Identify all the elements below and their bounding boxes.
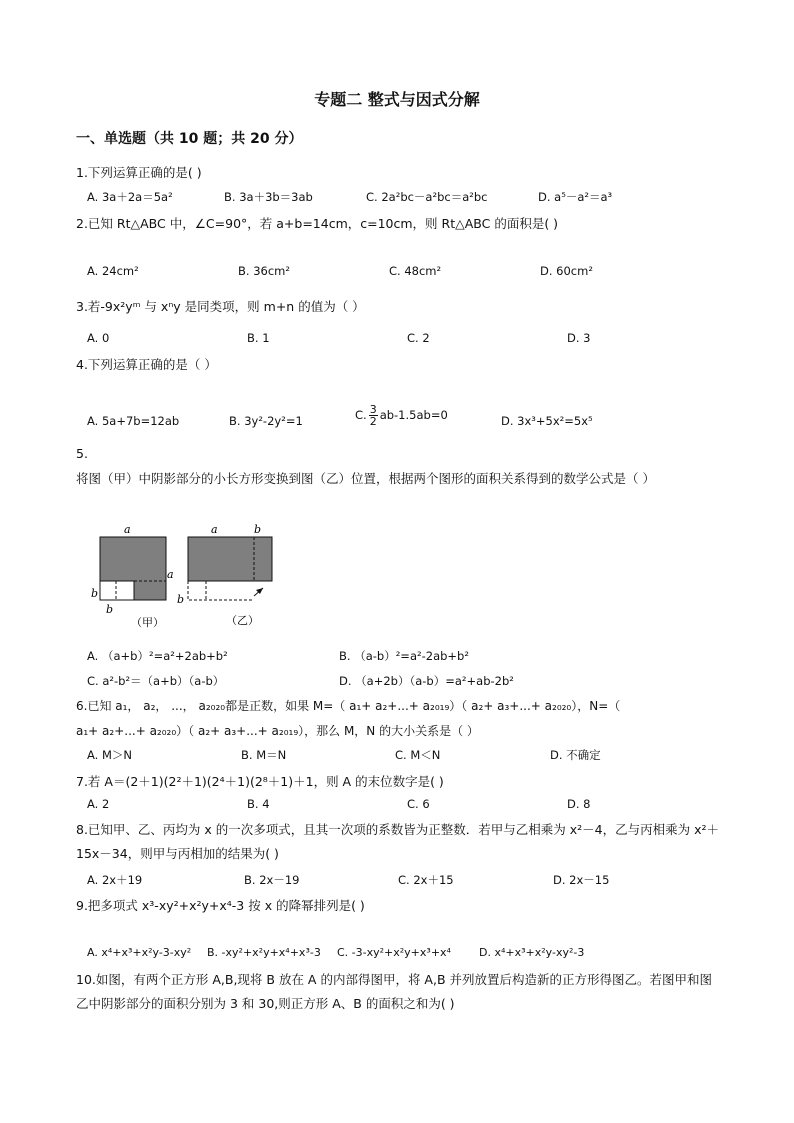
option-c[interactable]: C. a²-b²＝（a+b）（a-b）: [87, 674, 225, 688]
option-c[interactable]: C. 2: [407, 331, 430, 345]
option-c[interactable]: C. 2a²bc－a²bc＝a²bc: [366, 190, 488, 204]
option-d[interactable]: D. 2x－15: [553, 873, 610, 887]
label-b: b: [106, 603, 114, 616]
question-6-stem-line1: 6.已知 a₁， a₂， ...， a₂₀₂₀都是正数，如果 M=（ a₁+ a₂+...+ a₂₀₁₉）（ a₂+ a₃+...+ a₂₀₂₀），N=（: [76, 699, 621, 713]
option-c[interactable]: C. 2x＋15: [398, 873, 454, 887]
option-c-rest: ab-1.5ab=0: [379, 408, 448, 422]
label-a: a: [211, 523, 218, 536]
option-d[interactable]: D. 8: [567, 797, 591, 811]
fraction-denominator: 2: [369, 415, 377, 428]
caption-yi: （乙）: [226, 614, 259, 627]
option-a[interactable]: A. 24cm²: [87, 264, 139, 278]
option-b[interactable]: B. （a-b）²=a²-2ab+b²: [339, 649, 469, 663]
option-c[interactable]: [355, 404, 448, 427]
option-b[interactable]: B. 1: [247, 331, 270, 345]
figure-yi-shaded: [188, 537, 272, 581]
option-a[interactable]: A. （a+b）²=a²+2ab+b²: [87, 649, 228, 663]
option-c-prefix: C.: [355, 408, 367, 422]
option-a[interactable]: A. x⁴+x³+x²y-3-xy²: [87, 946, 192, 959]
option-d[interactable]: D. 3: [567, 331, 591, 345]
option-a[interactable]: A. 0: [87, 331, 110, 345]
question-8-stem: 8.已知甲、乙、丙均为 x 的一次多项式，且其一次项的系数皆为正整数．若甲与乙相乘为 x²－4，乙与丙相乘为 x²＋15x－34，则甲与丙相加的结果为( ): [76, 822, 719, 861]
fraction-numerator: 3: [369, 403, 377, 416]
option-b[interactable]: B. -xy²+x²y+x⁴+x³-3: [207, 946, 321, 959]
label-b: b: [254, 523, 262, 536]
question-9-stem: 9.把多项式 x³-xy²+x²y+x⁴-3 按 x 的降幂排列是( ): [76, 898, 365, 913]
question-1-stem: 1.下列运算正确的是( ): [76, 165, 202, 180]
option-d[interactable]: D. 60cm²: [540, 264, 593, 278]
option-b[interactable]: B. 3y²-2y²=1: [229, 414, 303, 428]
label-a: a: [167, 568, 174, 581]
page-title: 专题二 整式与因式分解: [314, 90, 480, 109]
question-7-stem: 7.若 A＝(2＋1)(2²＋1)(2⁴＋1)(2⁸＋1)＋1，则 A 的末位数字是( ): [76, 774, 444, 789]
section-heading: 一、单选题（共 10 题；共 20 分）: [76, 131, 303, 147]
option-c[interactable]: C. 6: [407, 797, 430, 811]
option-b[interactable]: B. 4: [247, 797, 270, 811]
option-a[interactable]: A. 2: [87, 797, 110, 811]
figure-jia-outline: [100, 581, 134, 600]
option-b[interactable]: B. 2x－19: [244, 873, 300, 887]
option-d[interactable]: D. x⁴+x³+x²y-xy²-3: [479, 946, 585, 959]
question-5-number: 5.: [76, 446, 88, 461]
option-c[interactable]: C. M＜N: [395, 748, 441, 762]
option-a[interactable]: A. M＞N: [87, 748, 133, 762]
label-b: b: [177, 593, 185, 606]
question-6-stem-line2: a₁+ a₂+...+ a₂₀₂₀）（ a₂+ a₃+...+ a₂₀₁₉），那么 M，N 的大小关系是（ ）: [76, 724, 479, 738]
question-10-stem: 10.如图，有两个正方形 A,B,现将 B 放在 A 的内部得图甲，将 A,B 并列放置后构造新的正方形得图乙。若图甲和图乙中阴影部分的面积分别为 3 和 30,则正方形 A、B 的面积之和为( ): [76, 972, 712, 1011]
option-b[interactable]: B. M＝N: [241, 748, 287, 762]
option-d[interactable]: D. （a+2b）（a-b）=a²+ab-2b²: [339, 674, 514, 688]
option-c[interactable]: C. 48cm²: [389, 264, 442, 278]
option-d[interactable]: D. a⁵－a²＝a³: [538, 190, 613, 204]
option-b[interactable]: B. 3a＋3b＝3ab: [224, 190, 313, 204]
option-a[interactable]: A. 2x＋19: [87, 873, 143, 887]
option-a[interactable]: A. 5a+7b=12ab: [87, 414, 180, 428]
option-d[interactable]: D. 3x³+5x²=5x⁵: [501, 414, 593, 428]
option-a[interactable]: A. 3a＋2a＝5a²: [87, 190, 173, 204]
square-transform-figure: [86, 520, 286, 632]
question-3-stem: 3.若-9x²yᵐ 与 xⁿy 是同类项，则 m+n 的值为（ ）: [76, 299, 365, 314]
option-b[interactable]: B. 36cm²: [238, 264, 290, 278]
question-5-stem: 将图（甲）中阴影部分的小长方形变换到图（乙）位置，根据两个图形的面积关系得到的数学公式是（ ）: [76, 471, 655, 486]
figure-yi-dashed: [188, 581, 254, 600]
option-d[interactable]: D. 不确定: [550, 748, 601, 762]
label-b: b: [91, 587, 99, 600]
caption-jia: （甲）: [131, 616, 164, 629]
question-2-stem: 2.已知 Rt△ABC 中，∠C=90°，若 a+b=14cm，c=10cm，则 Rt△ABC 的面积是( ): [76, 216, 559, 231]
fraction: [369, 404, 378, 427]
option-c[interactable]: C. -3-xy²+x²y+x³+x⁴: [337, 946, 451, 959]
label-a: a: [124, 523, 131, 536]
figure-jia-shaded: [100, 537, 166, 600]
question-4-stem: 4.下列运算正确的是（ ）: [76, 357, 217, 372]
